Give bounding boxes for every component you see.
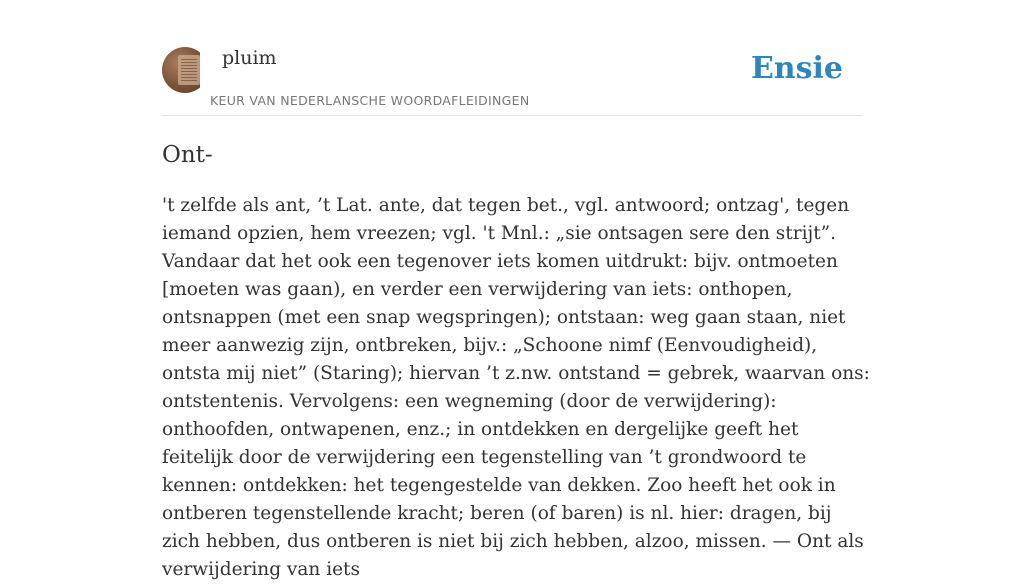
ensie-logo-link[interactable]: Ensie bbox=[750, 51, 843, 86]
username-link[interactable]: pluim bbox=[222, 47, 277, 69]
entry-definition: 't zelfde als ant, ’t Lat. ante, dat tegen bet., vgl. antwoord; ontzag', tegen iemand opzien, hem vreezen; vgl. 't Mnl.: „sie ontsagen sere den strijt”. Vandaar dat het ook een tegenover iets komen uitdrukt: bijv. ontmoeten [moeten was gaan), en verder een verwijdering van iets: onthopen, ontsnappen (met een snap wegspringen); ontstaan: weg gaan staan, niet meer aanwezig zijn, ontbreken, bijv.: „Schoone nimf (Eenvoudigheid), ontsta mij niet” (Staring); hiervan ’t z.nw. ontstand = gebrek, waarvan ons: ontstentenis. Vervolgens: een wegneming (door de verwijdering): onthoofden, ontwapenen, enz.; in ontdekken en dergelijke geeft het feitelijk door de verwijdering een tegenstelling van ’t grondwoord te kennen: ontdekken: het tegengestelde van dekken. Zoo heeft het ook in ontberen tegenstellende kracht; beren (of baren) is nl. hier: dragen, bij zich hebben, dus ontberen is niet bij zich hebben, alzoo, missen. — Ont als verwijdering van iets bbox=[162, 195, 870, 580]
book-cover-avatar-icon[interactable] bbox=[162, 47, 208, 93]
dictionary-source-link[interactable]: KEUR VAN NEDERLANSCHE WOORDAFLEIDINGEN bbox=[210, 93, 530, 108]
entry-title: Ont- bbox=[162, 142, 213, 168]
avatar-edge bbox=[200, 47, 212, 93]
entry-header bbox=[162, 40, 862, 116]
avatar-text-lines bbox=[181, 59, 197, 81]
